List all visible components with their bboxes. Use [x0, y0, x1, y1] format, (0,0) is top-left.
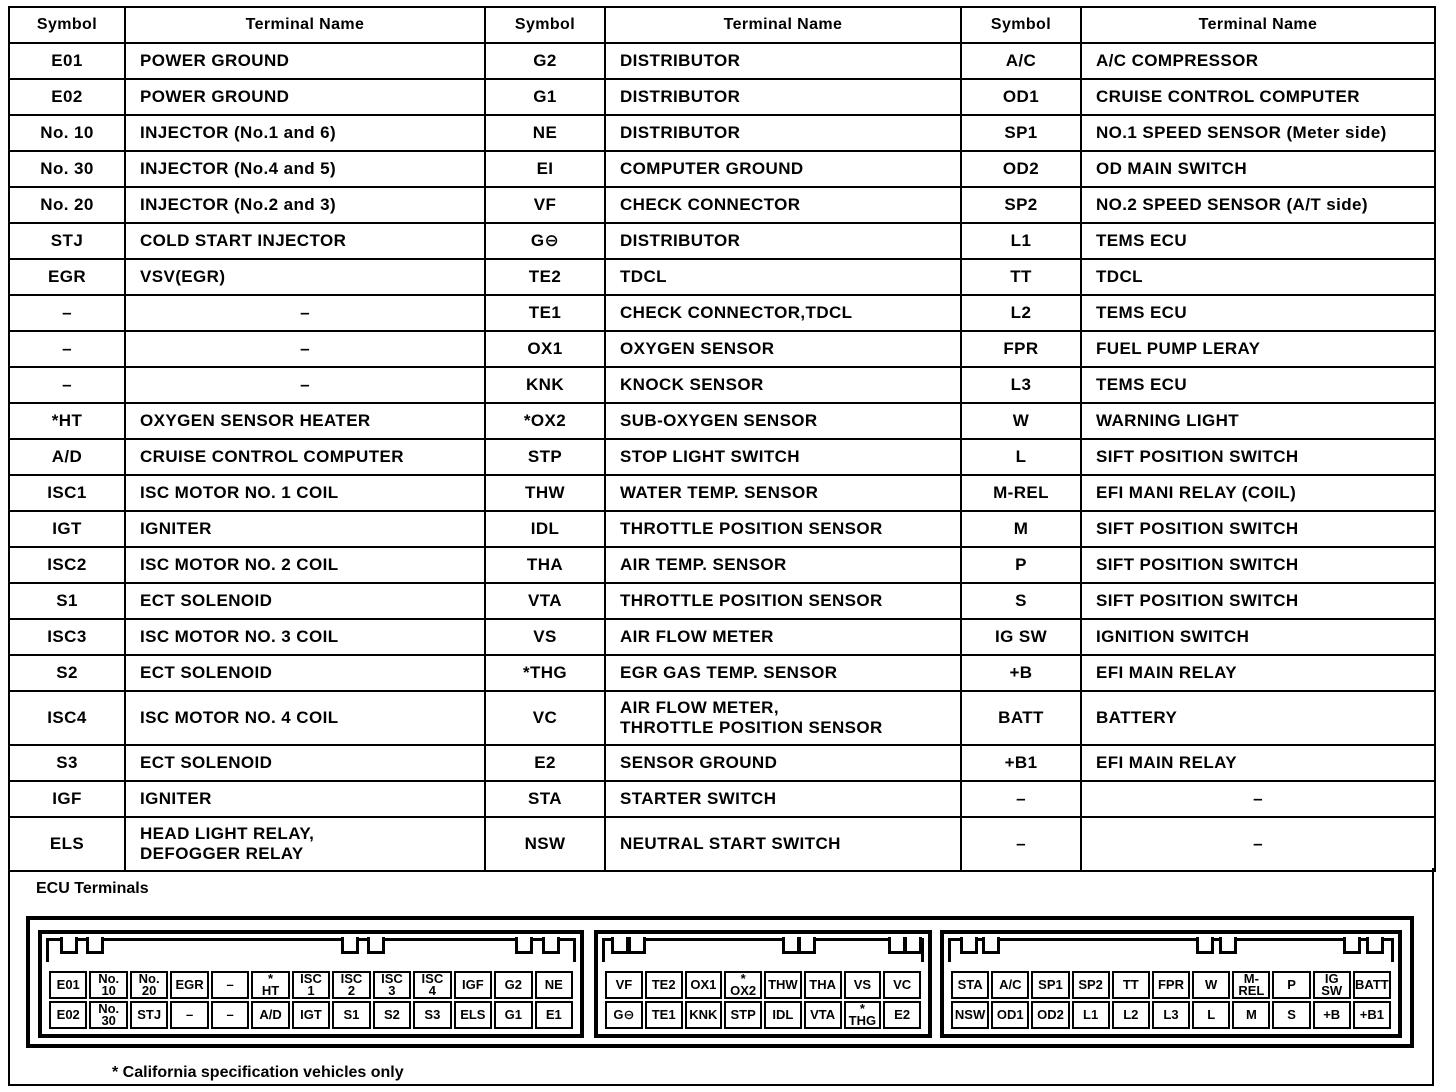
symbol-cell: IDL — [485, 511, 605, 547]
symbol-cell: M-REL — [961, 475, 1081, 511]
terminal-name-cell: OXYGEN SENSOR HEATER — [125, 403, 485, 439]
symbol-cell: E01 — [9, 43, 125, 79]
symbol-cell: STA — [485, 781, 605, 817]
terminal-name-cell: DISTRIBUTOR — [605, 115, 961, 151]
terminal-name-cell: ECT SOLENOID — [125, 583, 485, 619]
terminal-name-cell: STARTER SWITCH — [605, 781, 961, 817]
connector-pin: STJ — [130, 1001, 168, 1029]
terminal-name-cell: TEMS ECU — [1081, 295, 1435, 331]
terminal-name-cell: THROTTLE POSITION SENSOR — [605, 583, 961, 619]
symbol-cell: SP2 — [961, 187, 1081, 223]
connector-notch — [515, 937, 533, 954]
terminal-name-cell: EFI MAIN RELAY — [1081, 745, 1435, 781]
connector-pin: IG SW — [1313, 971, 1351, 999]
connector-pin: – — [211, 1001, 249, 1029]
symbol-cell: VC — [485, 691, 605, 745]
connector-pin: No. 30 — [89, 1001, 127, 1029]
terminal-name-cell: HEAD LIGHT RELAY, DEFOGGER RELAY — [125, 817, 485, 871]
terminal-name-cell: IGNITER — [125, 781, 485, 817]
terminal-name-cell: TEMS ECU — [1081, 367, 1435, 403]
terminal-name-cell: DISTRIBUTOR — [605, 79, 961, 115]
connector-pin: – — [170, 1001, 208, 1029]
terminal-name-cell: TDCL — [1081, 259, 1435, 295]
symbol-cell: VS — [485, 619, 605, 655]
connector-pin: L1 — [1072, 1001, 1110, 1029]
connector-pin: No. 10 — [89, 971, 127, 999]
terminal-name-cell: EFI MANI RELAY (COIL) — [1081, 475, 1435, 511]
connector-notch — [1219, 937, 1237, 954]
connector-notch — [60, 937, 78, 954]
table-row — [9, 619, 1435, 655]
symbol-cell: – — [9, 331, 125, 367]
connector-pin: M — [1232, 1001, 1270, 1029]
symbol-cell: S3 — [9, 745, 125, 781]
table-row — [9, 547, 1435, 583]
connector-pin: +B1 — [1353, 1001, 1391, 1029]
symbol-cell: W — [961, 403, 1081, 439]
symbol-cell: NE — [485, 115, 605, 151]
symbol-cell: VTA — [485, 583, 605, 619]
table-row — [9, 781, 1435, 817]
terminal-name-cell: THROTTLE POSITION SENSOR — [605, 511, 961, 547]
symbol-cell: S2 — [9, 655, 125, 691]
connector-pin: E02 — [49, 1001, 87, 1029]
symbol-cell: ISC4 — [9, 691, 125, 745]
table-row — [9, 817, 1435, 871]
symbol-cell: EI — [485, 151, 605, 187]
terminal-name-cell: EFI MAIN RELAY — [1081, 655, 1435, 691]
symbol-cell: BATT — [961, 691, 1081, 745]
symbol-cell: G1 — [485, 79, 605, 115]
terminal-name-cell: AIR FLOW METER, THROTTLE POSITION SENSOR — [605, 691, 961, 745]
terminal-name-cell: – — [1081, 781, 1435, 817]
header-terminal-name-3: Terminal Name — [1081, 7, 1435, 43]
terminal-name-cell: KNOCK SENSOR — [605, 367, 961, 403]
terminal-name-cell: VSV(EGR) — [125, 259, 485, 295]
terminal-name-cell: CRUISE CONTROL COMPUTER — [125, 439, 485, 475]
terminal-table — [8, 6, 1436, 872]
symbol-cell: M — [961, 511, 1081, 547]
connector-notch — [611, 937, 629, 954]
table-row — [9, 745, 1435, 781]
connector-rim — [948, 938, 1394, 962]
connector-pin: IDL — [764, 1001, 802, 1029]
connector-notch — [341, 937, 359, 954]
connector-pin: BATT — [1353, 971, 1391, 999]
symbol-cell: TE2 — [485, 259, 605, 295]
table-row — [9, 43, 1435, 79]
connector-pin: THW — [764, 971, 802, 999]
connector-pin: L — [1192, 1001, 1230, 1029]
connector-pin: A/C — [991, 971, 1029, 999]
table-row — [9, 439, 1435, 475]
symbol-cell: No. 20 — [9, 187, 125, 223]
connector-pin: E01 — [49, 971, 87, 999]
connector-pin: KNK — [685, 1001, 723, 1029]
connector-notch — [1343, 937, 1361, 954]
connector-pin: ISC 1 — [292, 971, 330, 999]
terminal-name-cell: – — [125, 331, 485, 367]
connector-pin: M- REL — [1232, 971, 1270, 999]
symbol-cell: ISC3 — [9, 619, 125, 655]
connector-pin: NE — [535, 971, 573, 999]
table-row — [9, 187, 1435, 223]
symbol-cell: TT — [961, 259, 1081, 295]
connector-pin: S — [1272, 1001, 1310, 1029]
connector-pin: VC — [883, 971, 921, 999]
connector-pin: G2 — [494, 971, 532, 999]
connector-pin: – — [211, 971, 249, 999]
symbol-cell: TE1 — [485, 295, 605, 331]
terminal-name-cell: POWER GROUND — [125, 43, 485, 79]
terminal-name-cell: CHECK CONNECTOR,TDCL — [605, 295, 961, 331]
connector-pin: STP — [724, 1001, 762, 1029]
connector-pin: * OX2 — [724, 971, 762, 999]
connector-pin: S3 — [413, 1001, 451, 1029]
connector-pin: E1 — [535, 1001, 573, 1029]
connector-pin: L2 — [1112, 1001, 1150, 1029]
table-row — [9, 691, 1435, 745]
connector-pin: L3 — [1152, 1001, 1190, 1029]
table-row — [9, 223, 1435, 259]
symbol-cell: OX1 — [485, 331, 605, 367]
connector-pin: EGR — [170, 971, 208, 999]
header-symbol-2: Symbol — [485, 7, 605, 43]
terminal-name-cell: AIR FLOW METER — [605, 619, 961, 655]
connector-pin: ISC 4 — [413, 971, 451, 999]
terminal-name-cell: WATER TEMP. SENSOR — [605, 475, 961, 511]
connector-notch — [628, 937, 646, 954]
connector-pin: * HT — [251, 971, 289, 999]
table-row — [9, 655, 1435, 691]
pin-grid — [604, 970, 922, 1030]
symbol-cell: A/C — [961, 43, 1081, 79]
pin-grid — [950, 970, 1392, 1030]
symbol-cell: L1 — [961, 223, 1081, 259]
terminal-name-cell: SIFT POSITION SWITCH — [1081, 583, 1435, 619]
connector-pin: OD1 — [991, 1001, 1029, 1029]
connector-pin: No. 20 — [130, 971, 168, 999]
terminal-name-cell: FUEL PUMP LERAY — [1081, 331, 1435, 367]
connector-notch — [798, 937, 816, 954]
connector-pin: E2 — [883, 1001, 921, 1029]
connector-pin: SP2 — [1072, 971, 1110, 999]
connector-notch — [1366, 937, 1384, 954]
terminal-name-cell: WARNING LIGHT — [1081, 403, 1435, 439]
terminal-name-cell: SIFT POSITION SWITCH — [1081, 547, 1435, 583]
ecu-terminals-title: ECU Terminals — [36, 880, 149, 897]
connector-notch — [542, 937, 560, 954]
connector-pin: STA — [951, 971, 989, 999]
connector-right — [940, 930, 1402, 1038]
connector-notch — [904, 937, 922, 954]
symbol-cell: THW — [485, 475, 605, 511]
symbol-cell: L3 — [961, 367, 1081, 403]
table-row — [9, 511, 1435, 547]
symbol-cell: NSW — [485, 817, 605, 871]
connector-pin: G⊖ — [605, 1001, 643, 1029]
terminal-name-cell: DISTRIBUTOR — [605, 223, 961, 259]
terminal-name-cell: – — [1081, 817, 1435, 871]
symbol-cell: A/D — [9, 439, 125, 475]
symbol-cell: L — [961, 439, 1081, 475]
connector-left — [38, 930, 584, 1038]
symbol-cell: No. 10 — [9, 115, 125, 151]
pin-grid — [48, 970, 574, 1030]
connector-pin: * THG — [844, 1001, 882, 1029]
terminal-name-cell: STOP LIGHT SWITCH — [605, 439, 961, 475]
symbol-cell: S — [961, 583, 1081, 619]
connector-rim — [46, 938, 576, 962]
connector-pin: OD2 — [1031, 1001, 1069, 1029]
connector-pin: A/D — [251, 1001, 289, 1029]
terminal-name-cell: INJECTOR (No.4 and 5) — [125, 151, 485, 187]
terminal-name-cell: ECT SOLENOID — [125, 745, 485, 781]
symbol-cell: THA — [485, 547, 605, 583]
symbol-cell: – — [9, 295, 125, 331]
symbol-cell: *HT — [9, 403, 125, 439]
connector-pin: S2 — [373, 1001, 411, 1029]
terminal-name-cell: A/C COMPRESSOR — [1081, 43, 1435, 79]
terminal-name-cell: – — [125, 295, 485, 331]
symbol-cell: *OX2 — [485, 403, 605, 439]
table-row — [9, 475, 1435, 511]
terminal-name-cell: AIR TEMP. SENSOR — [605, 547, 961, 583]
symbol-cell: ISC1 — [9, 475, 125, 511]
terminal-name-cell: NO.1 SPEED SENSOR (Meter side) — [1081, 115, 1435, 151]
connector-pin: THA — [804, 971, 842, 999]
terminal-name-cell: ISC MOTOR NO. 1 COIL — [125, 475, 485, 511]
symbol-cell: EGR — [9, 259, 125, 295]
connector-notch — [86, 937, 104, 954]
terminal-name-cell: ISC MOTOR NO. 3 COIL — [125, 619, 485, 655]
symbol-cell: FPR — [961, 331, 1081, 367]
symbol-cell: IGT — [9, 511, 125, 547]
connector-rim — [602, 938, 924, 962]
symbol-cell: G2 — [485, 43, 605, 79]
connector-pin: W — [1192, 971, 1230, 999]
symbol-cell: – — [961, 817, 1081, 871]
terminal-name-cell: ECT SOLENOID — [125, 655, 485, 691]
symbol-cell: ELS — [9, 817, 125, 871]
terminal-name-cell: DISTRIBUTOR — [605, 43, 961, 79]
connector-pin: +B — [1313, 1001, 1351, 1029]
connector-pin: ELS — [454, 1001, 492, 1029]
terminal-name-cell: SUB-OXYGEN SENSOR — [605, 403, 961, 439]
header-terminal-name-2: Terminal Name — [605, 7, 961, 43]
table-row — [9, 331, 1435, 367]
connector-pin: NSW — [951, 1001, 989, 1029]
terminal-name-cell: IGNITION SWITCH — [1081, 619, 1435, 655]
terminal-name-cell: COMPUTER GROUND — [605, 151, 961, 187]
connector-pin: ISC 3 — [373, 971, 411, 999]
table-row — [9, 583, 1435, 619]
header-row — [9, 7, 1435, 43]
connector-notch — [1196, 937, 1214, 954]
terminal-name-cell: INJECTOR (No.2 and 3) — [125, 187, 485, 223]
connector-pin: IGF — [454, 971, 492, 999]
table-row — [9, 151, 1435, 187]
header-terminal-name-1: Terminal Name — [125, 7, 485, 43]
table-row — [9, 403, 1435, 439]
header-symbol-1: Symbol — [9, 7, 125, 43]
terminal-name-cell: NO.2 SPEED SENSOR (A/T side) — [1081, 187, 1435, 223]
symbol-cell: OD2 — [961, 151, 1081, 187]
table-row — [9, 79, 1435, 115]
table-row — [9, 259, 1435, 295]
connector-pin: OX1 — [685, 971, 723, 999]
table-row — [9, 367, 1435, 403]
terminal-name-cell: ISC MOTOR NO. 4 COIL — [125, 691, 485, 745]
symbol-cell: +B — [961, 655, 1081, 691]
terminal-name-cell: – — [125, 367, 485, 403]
connector-pin: P — [1272, 971, 1310, 999]
symbol-cell: – — [9, 367, 125, 403]
symbol-cell: P — [961, 547, 1081, 583]
symbol-cell: ISC2 — [9, 547, 125, 583]
connector-pin: TE2 — [645, 971, 683, 999]
connector-pin: SP1 — [1031, 971, 1069, 999]
terminal-name-cell: EGR GAS TEMP. SENSOR — [605, 655, 961, 691]
connector-pin: TE1 — [645, 1001, 683, 1029]
header-symbol-3: Symbol — [961, 7, 1081, 43]
footnote: * California specification vehicles only — [112, 1064, 404, 1081]
connector-pin: TT — [1112, 971, 1150, 999]
symbol-cell: SP1 — [961, 115, 1081, 151]
terminal-name-cell: CRUISE CONTROL COMPUTER — [1081, 79, 1435, 115]
connector-pin: VS — [844, 971, 882, 999]
connector-pin: S1 — [332, 1001, 370, 1029]
symbol-cell: IG SW — [961, 619, 1081, 655]
terminal-name-cell: BATTERY — [1081, 691, 1435, 745]
symbol-cell: OD1 — [961, 79, 1081, 115]
connector-pin: FPR — [1152, 971, 1190, 999]
connector-middle — [594, 930, 932, 1038]
terminal-name-cell: TDCL — [605, 259, 961, 295]
terminal-name-cell: POWER GROUND — [125, 79, 485, 115]
symbol-cell: IGF — [9, 781, 125, 817]
terminal-name-cell: OD MAIN SWITCH — [1081, 151, 1435, 187]
terminal-name-cell: ISC MOTOR NO. 2 COIL — [125, 547, 485, 583]
symbol-cell: G⊖ — [485, 223, 605, 259]
terminal-name-cell: SIFT POSITION SWITCH — [1081, 511, 1435, 547]
connector-notch — [960, 937, 978, 954]
connector-pin: ISC 2 — [332, 971, 370, 999]
terminal-name-cell: CHECK CONNECTOR — [605, 187, 961, 223]
connector-pin: IGT — [292, 1001, 330, 1029]
terminal-name-cell: IGNITER — [125, 511, 485, 547]
terminal-name-cell: COLD START INJECTOR — [125, 223, 485, 259]
terminal-name-cell: SIFT POSITION SWITCH — [1081, 439, 1435, 475]
symbol-cell: No. 30 — [9, 151, 125, 187]
symbol-cell: KNK — [485, 367, 605, 403]
symbol-cell: E2 — [485, 745, 605, 781]
symbol-cell: *THG — [485, 655, 605, 691]
table-row — [9, 295, 1435, 331]
symbol-cell: VF — [485, 187, 605, 223]
terminal-name-cell: OXYGEN SENSOR — [605, 331, 961, 367]
table-row — [9, 115, 1435, 151]
terminal-name-cell: NEUTRAL START SWITCH — [605, 817, 961, 871]
terminal-name-cell: TEMS ECU — [1081, 223, 1435, 259]
symbol-cell: S1 — [9, 583, 125, 619]
symbol-cell: +B1 — [961, 745, 1081, 781]
terminal-name-cell: SENSOR GROUND — [605, 745, 961, 781]
connector-pin: VTA — [804, 1001, 842, 1029]
connector-pin: G1 — [494, 1001, 532, 1029]
connector-notch — [982, 937, 1000, 954]
connector-notch — [367, 937, 385, 954]
symbol-cell: – — [961, 781, 1081, 817]
connector-pin: VF — [605, 971, 643, 999]
symbol-cell: STP — [485, 439, 605, 475]
terminal-name-cell: INJECTOR (No.1 and 6) — [125, 115, 485, 151]
symbol-cell: E02 — [9, 79, 125, 115]
symbol-cell: STJ — [9, 223, 125, 259]
symbol-cell: L2 — [961, 295, 1081, 331]
